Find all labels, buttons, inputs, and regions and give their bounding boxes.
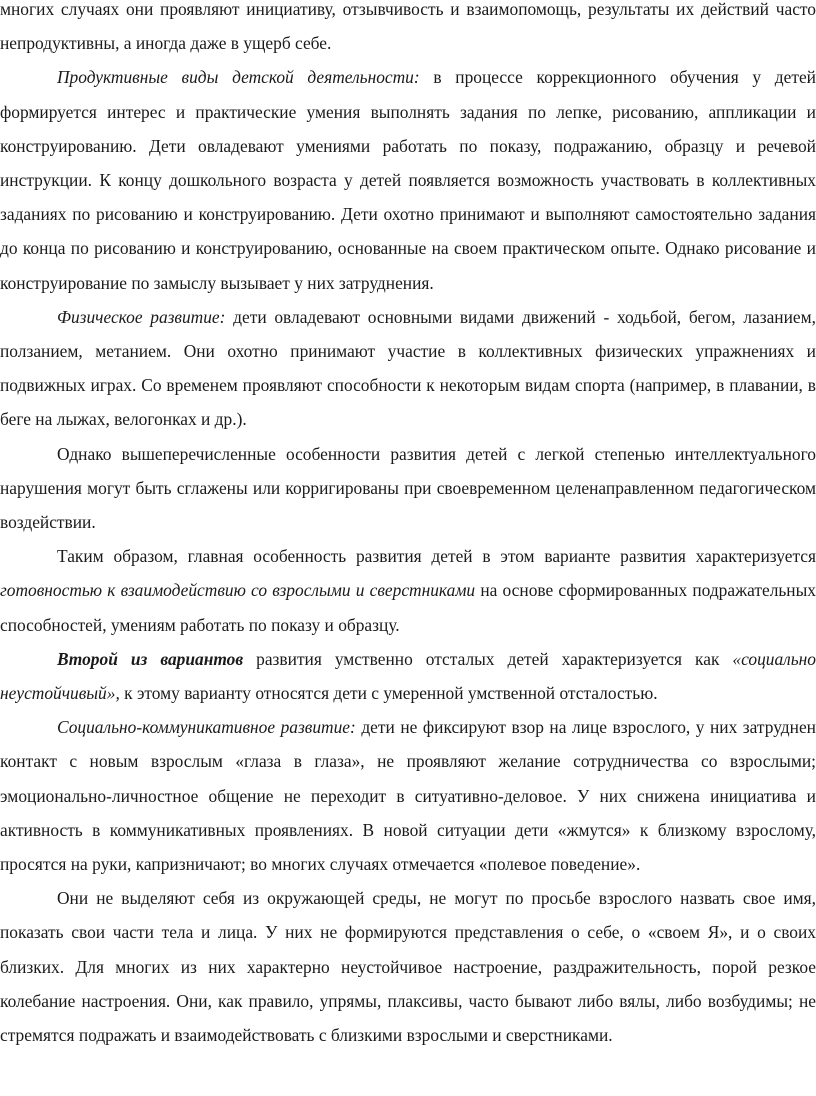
emphasis-italic: «социально неустойчивый», (0, 648, 816, 704)
emphasis-italic: готовностью к взаимодействию со взрослыми и сверстниками (0, 580, 476, 601)
paragraph-self-awareness (0, 881, 816, 1052)
text-run: развития умственно отсталых детей характеризуется как (243, 648, 733, 669)
text-run: на основе сформированных подражательных способностей, умениям работать по показу и образцу. (0, 580, 816, 635)
paragraph-however (0, 437, 816, 540)
section-heading-italic: Физическое развитие: (57, 306, 226, 327)
text-run: Они не выделяют себя из окружающей среды, не могут по просьбе взрослого назвать свое имя, показать свои части тела и лица. У них не формируются представления о себе, о «своем Я», и о своих близких. Для многих из них характерно неустойчивое настроение, раздражительность, порой резкое колебание настроения. Они, как правило, упрямы, плаксивы, часто бывают либо вялы, либо возбудимы; не стремятся подражать и взаимодействовать с близкими взрослыми и сверстниками. (0, 888, 816, 1046)
paragraph-second-variant (0, 642, 816, 710)
text-run: к этому варианту относятся дети с умеренной умственной отсталостью. (119, 683, 658, 704)
text-run: Однако вышеперечисленные особенности развития детей с легкой степенью интеллектуального нарушения могут быть сглажены или корригированы при своевременном целенаправленном педагогическом воздействии. (0, 443, 816, 533)
paragraph-physical-development (0, 300, 816, 437)
paragraph-productive-activities (0, 60, 816, 299)
paragraph-conclusion (0, 539, 816, 642)
text-run: Таким образом, главная особенность развития детей в этом варианте развития характеризуется (57, 546, 816, 567)
section-heading-italic: Социально-коммуникативное развитие: (57, 717, 356, 738)
text-run: дети не фиксируют взор на лице взрослого, у них затруднен контакт с новым взрослым «глаза в глаза», не проявляют желание сотрудничества со взрослыми; эмоционально-личностное общение не переходит в ситуативно-деловое. У них снижена инициатива и активность в коммуникативных проявлениях. В новой ситуации дети «жмутся» к близкому взрослому, просятся на руки, капризничают; во многих случаях отмечается «полевое поведение». (0, 717, 816, 875)
text-run: в процессе коррекционного обучения у детей формируется интерес и практические умения выполнять задания по лепке, рисованию, аппликации и конструированию. Дети овладевают умениями работать по показу, подражанию, образцу и речевой инструкции. К концу дошкольного возраста у детей появляется возможность участвовать в коллективных заданиях по рисованию и конструированию. Дети охотно принимают и выполняют самостоятельно задания до конца по рисованию и конструированию, основанные на своем практическом опыте. Однако рисование и конструирование по замыслу вызывает у них затруднения. (0, 67, 816, 293)
section-heading-italic: Продуктивные виды детской деятельности: (57, 67, 420, 88)
paragraph-0 (0, 0, 816, 60)
text-run: многих случаях они проявляют инициативу, отзывчивость и взаимопомощь, результаты их действий часто непродуктивны, а иногда даже в ущерб себе. (0, 0, 816, 54)
text-run: дети овладевают основными видами движений - ходьбой, бегом, лазанием, ползанием, метанием. Они охотно принимают участие в коллективных физических упражнениях и подвижных играх. Со временем проявляют способности к некоторым видам спорта (например, в плавании, в беге на лыжах, велогонках и др.). (0, 306, 816, 430)
emphasis-bold-italic: Второй из вариантов (57, 648, 244, 669)
paragraph-social-communicative (0, 710, 816, 881)
